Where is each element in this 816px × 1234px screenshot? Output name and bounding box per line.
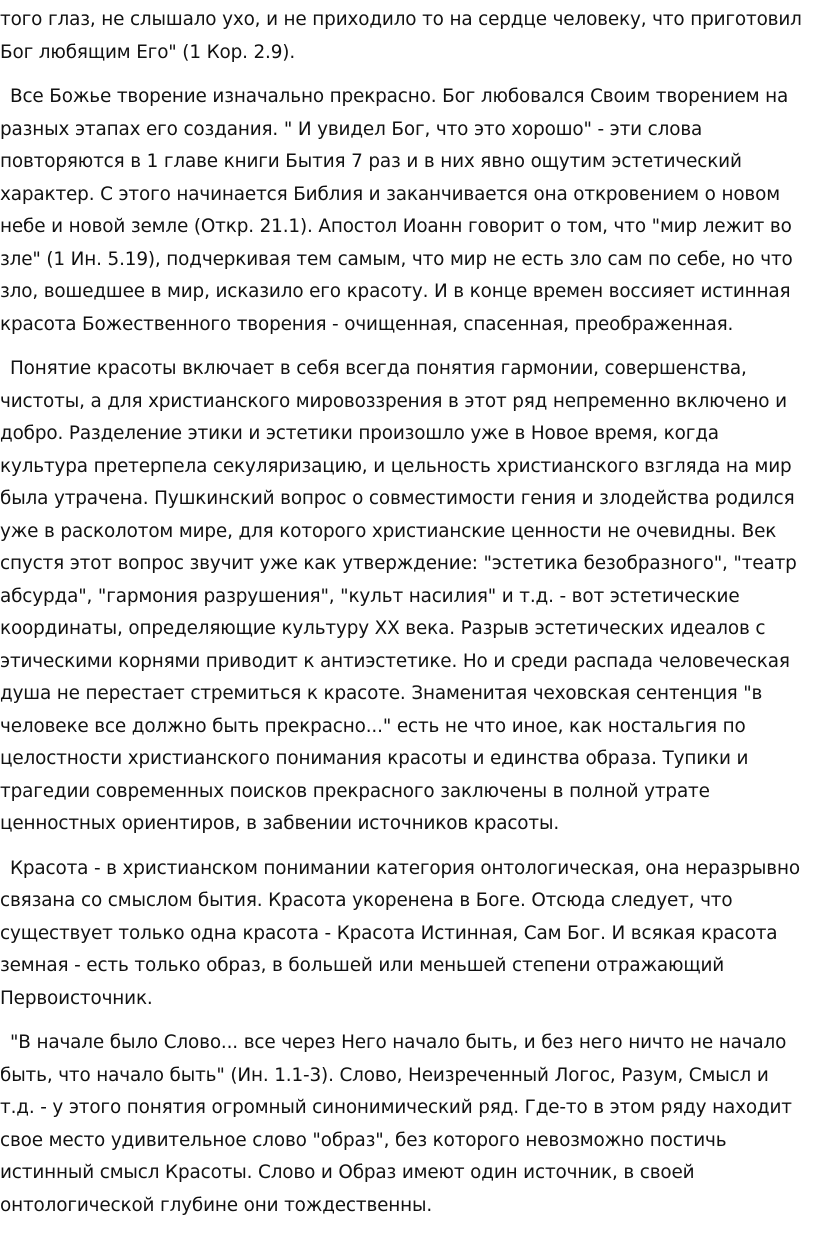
paragraph-continuation: того глаз, не слышало ухо, и не приходило то на сердце человеку, что приготовил Бог любящим Его" (1 Кор. 2.9).: [0, 9, 802, 63]
paragraph-ontological-beauty: Красота - в христианском понимании категория онтологическая, она неразрывно связана со смыслом бытия. Красота укоренена в Боге. Отсюда следует, что существует только одна красота - Красота Истинная, Сам Бог. И всякая красота земная - есть только образ, в большей или меньшей степени отражающий Первоисточник.: [0, 857, 800, 1009]
paragraph-concept-of-beauty: Понятие красоты включает в себя всегда понятия гармонии, совершенства, чистоты, а для христианского мировоззрения в этот ряд непременно включено и добро. Разделение этики и эстетики произошло уже в Новое время, когда культура претерпела секуляризацию, и цельность христианского взгляда на мир была утрачена. Пушкинский вопрос о совместимости гения и злодейства родился уже в расколотом мире, для которого христианские ценности не очевидны. Век спустя этот вопрос звучит уже как утверждение: "эстетика безобразного", "театр абсурда", "гармония разрушения", "культ насилия" и т.д. - вот эстетические координаты, определяющие культуру XX века. Разрыв эстетических идеалов с этическими корнями приводит к антиэстетике. Но и среди распада человеческая душа не перестает стремиться к красоте. Знаменитая чеховская сентенция "в человеке все должно быть прекрасно..." есть не что иное, как ностальгия по целостности христианского понимания красоты и единства образа. Тупики и трагедии современных поисков прекрасного заключены в полной утрате ценностных ориентиров, в забвении источников красоты.: [0, 358, 797, 834]
paragraph-word-and-image: "В начале было Слово... все через Него начало быть, и без него ничто не начало быть, что начало быть" (Ин. 1.1-3). Слово, Неизреченный Логос, Разум, Смысл и т.д. - у этого понятия огромный синонимический ряд. Где-то в этом ряду находит свое место удивительное слово "образ", без которого невозможно постичь истинный смысл Красоты. Слово и Образ имеют один источник, в своей онтологической глубине они тождественны.: [0, 1032, 792, 1216]
paragraph-creation-beauty: Все Божье творение изначально прекрасно. Бог любовался Своим творением на разных этапах его создания. " И увидел Бог, что это хорошо" - эти слова повторяются в 1 главе книги Бытия 7 раз и в них явно ощутим эстетический характер. С этого начинается Библия и заканчивается она откровением о новом небе и новой земле (Откр. 21.1). Апостол Иоанн говорит о том, что "мир лежит во зле" (1 Ин. 5.19), подчеркивая тем самым, что мир не есть зло сам по себе, но что зло, вошедшее в мир, исказило его красоту. И в конце времен воссияет истинная красота Божественного творения - очищенная, спасенная, преображенная.: [0, 86, 793, 335]
